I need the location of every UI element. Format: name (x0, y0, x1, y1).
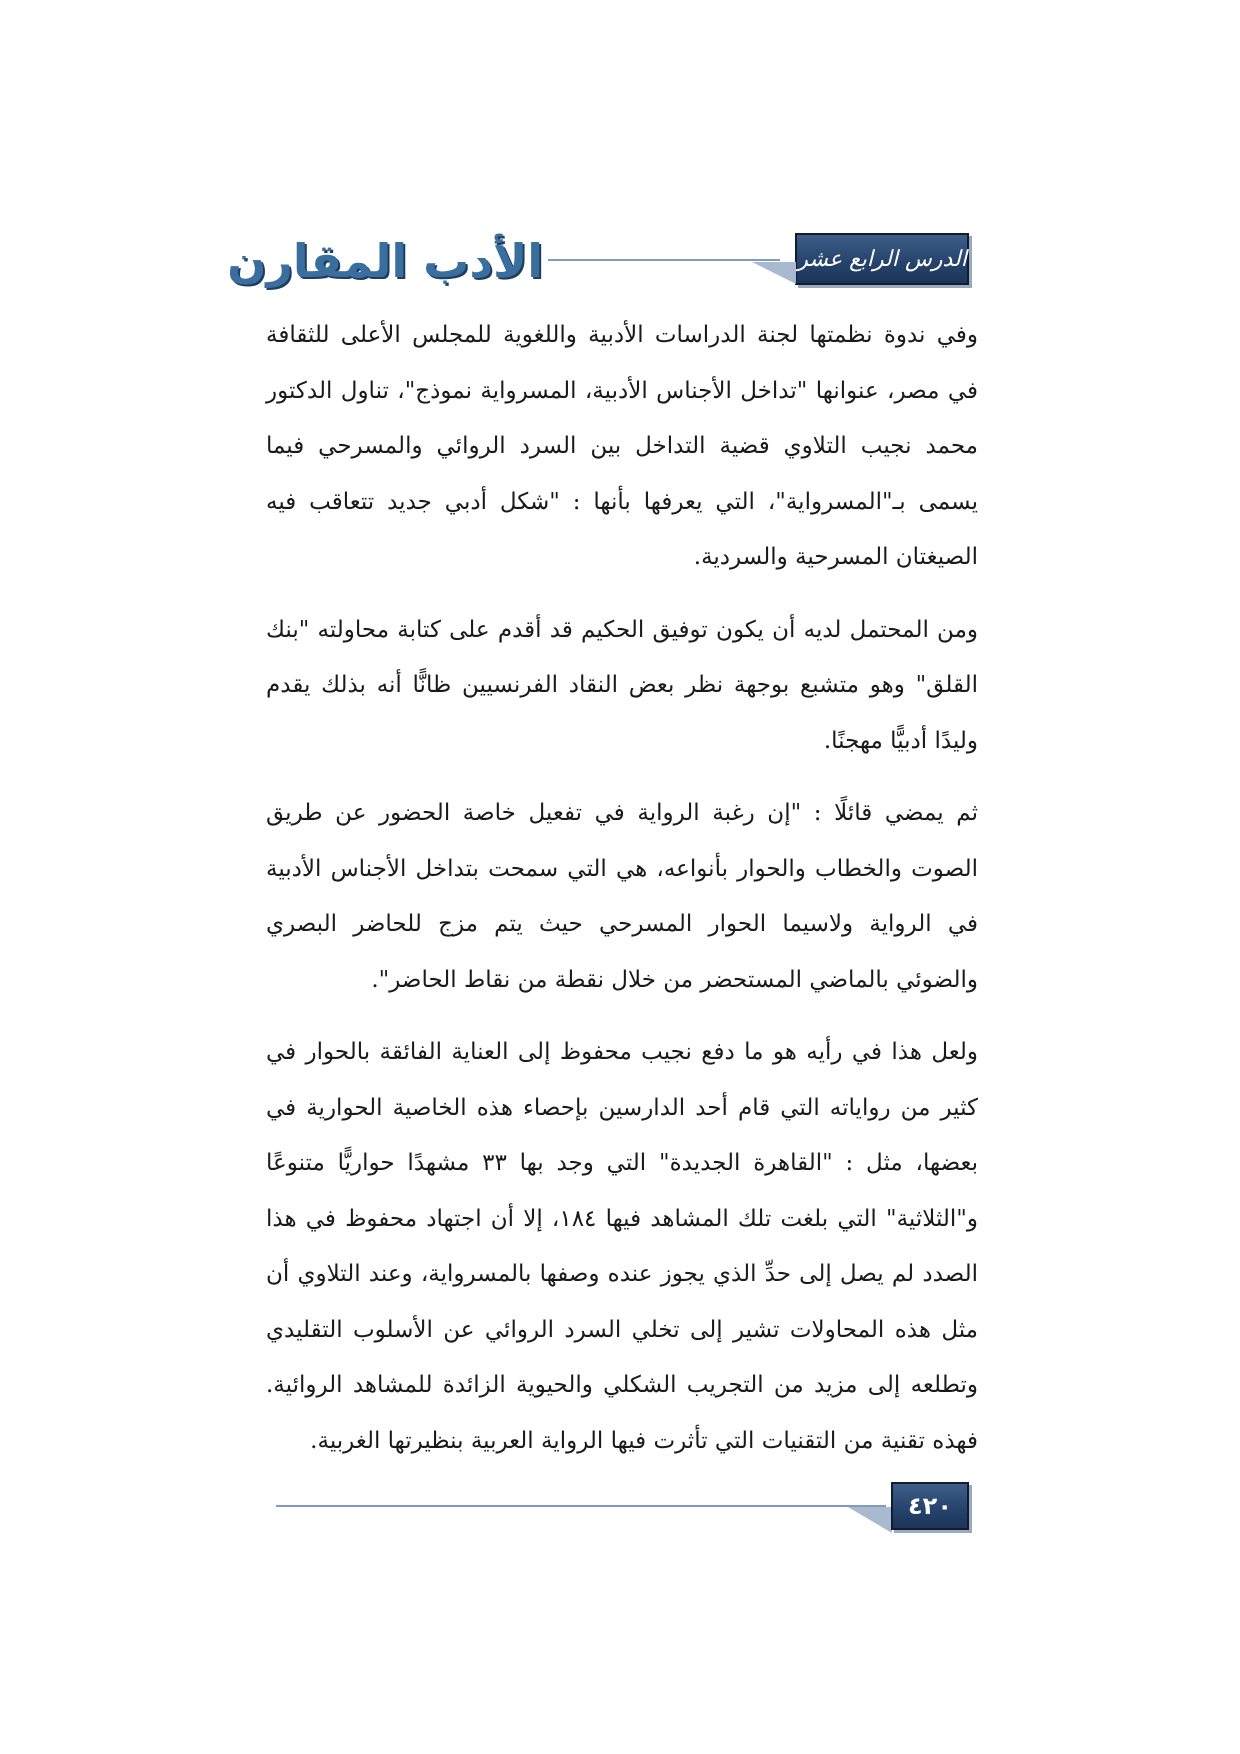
lesson-badge (795, 233, 969, 285)
paragraph: ولعل هذا في رأيه هو ما دفع نجيب محفوظ إلى العناية الفائقة بالحوار في كثير من رواياته التي قام أحد الدارسين بإحصاء هذه الخاصية الحوارية في بعضها، مثل : "القاهرة الجديدة" التي وجد بها ٣٣ مشهدًا حواريًّا متنوعًا و"الثلاثية" التي بلغت تلك المشاهد فيها ١٨٤، إلا أن اجتهاد محفوظ في هذا الصدد لم يصل إلى حدِّ الذي يجوز عنده وصفها بالمسرواية، وعند التلاوي أن مثل هذه المحاولات تشير إلى تخلي السرد الروائي عن الأسلوب التقليدي وتطلعه إلى مزيد من التجريب الشكلي والحيوية الزائدة للمشاهد الروائية. فهذه تقنية من التقنيات التي تأثرت فيها الرواية العربية بنظيرتها الغربية. (266, 1039, 979, 1454)
header-rule-wedge (752, 262, 796, 284)
page-number: ٤٢٠ (891, 1482, 969, 1530)
book-title: الأدب المقارن (227, 234, 543, 288)
footer-rule (276, 1505, 886, 1507)
lesson-label: الدرس الرابع عشر (797, 246, 967, 272)
paragraph: ومن المحتمل لديه أن يكون توفيق الحكيم قد أقدم على كتابة محاولته "بنك القلق" وهو متشبع بوجهة نظر بعض النقاد الفرنسيين ظانًّا أنه بذلك يقدم وليدًا أدبيًّا مهجنًا. (266, 616, 978, 754)
header-rule (548, 259, 780, 261)
paragraph: ثم يمضي قائلًا : "إن رغبة الرواية في تفعيل خاصة الحضور عن طريق الصوت والخطاب والحوار بأنواعه، هي التي سمحت بتداخل الأجناس الأدبية في الرواية ولاسيما الحوار المسرحي حيث يتم مزج للحاضر البصري والضوئي بالماضي المستحضر من خلال نقطة من نقاط الحاضر". (266, 800, 978, 993)
page-body (266, 308, 978, 1486)
paragraph: وفي ندوة نظمتها لجنة الدراسات الأدبية واللغوية للمجلس الأعلى للثقافة في مصر، عنوانها "تداخل الأجناس الأدبية، المسرواية نموذج"، تناول الدكتور محمد نجيب التلاوي قضية التداخل بين السرد الروائي والمسرحي فيما يسمى بـ"المسرواية"، التي يعرفها بأنها : "شكل أدبي جديد تتعاقب فيه الصيغتان المسرحية والسردية. (266, 322, 978, 570)
footer-rule-wedge (848, 1507, 892, 1533)
